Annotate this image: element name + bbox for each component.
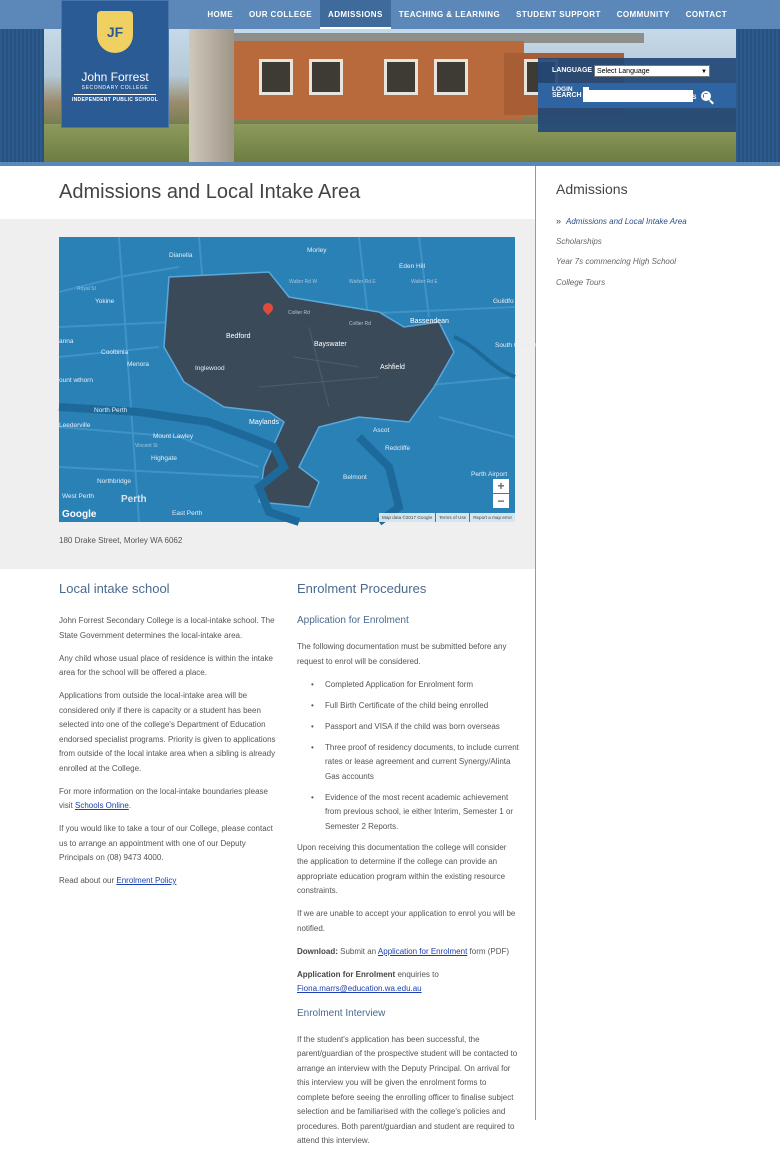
map-label: ount wthorn [59,377,93,384]
sidebar-title: Admissions [556,181,628,197]
map-label: Vincent St [135,443,158,449]
application-form-link[interactable]: Application for Enrolment [377,946,468,956]
quicklinks-button[interactable]: QUICKLINKS [656,86,710,104]
list-item: • Full Birth Certificate of the child being enrolled [311,699,519,714]
header-divider [0,162,780,166]
map-label: Redcliffe [385,445,411,452]
map-label: anna [59,338,74,345]
map-data-text: Map data ©2017 Google [379,513,435,522]
paragraph: If the student's application has been successful, the parent/guardian of the prospective student will be contacted to arrange an interview with the Deputy Principal. On arrival for this interview you will be given the enrolment forms to complete before seeing the enrolling officer to finalise subject selection and be familiarised with the college's policies and procedures. Both parent/guardian and student are required to attend this interview. [297,1034,518,1145]
paragraph: For more information on the local-intake boundaries please visit Schools Online. [59,786,269,810]
paragraph: Applications from outside the local-intake area will be considered only if there is capacity or a student has been selected into one of the college's Department of Education endorsed specialist programs. Priority is given to applications from outside of the local intake area when a sibling is already enrolled at the College. [59,691,276,773]
map-label: Ascot [373,427,390,434]
language-row [538,58,738,83]
paragraph: If you would like to take a tour of our College, please contact us to arrange an appointment with one of our Deputy Principals on (08) 9473 4000. [59,824,273,862]
college-address: 180 Drake Street, Morley WA 6062 [59,536,183,545]
map-label: East Perth [172,510,203,517]
map-label: Walter Rd E [411,279,438,285]
paragraph: John Forrest Secondary College is a local-intake school. The State Government determines the local-intake area. [59,616,275,640]
terms-link[interactable]: Terms of Use [436,513,469,522]
chevron-down-icon: ▼ [701,68,707,75]
sidebar-item-admissions[interactable]: » Admissions and Local Intake Area [556,216,687,226]
intake-map[interactable] [59,237,537,522]
nav-our-college[interactable]: OUR COLLEGE [248,10,313,19]
plus-icon [704,94,710,100]
map-label: Highgate [151,455,178,462]
map-label: Bayswater [314,341,347,348]
map-label: Walter Rd W [289,279,318,285]
nav-contact[interactable]: CONTACT [685,10,727,19]
list-item: • Three proof of residency documents, to include current rates or lease agreement and current Synergy/Alinta Gas accounts [311,741,519,785]
section-heading: Enrolment Procedures [297,581,427,596]
map-label: Bedford [226,333,251,340]
google-logo: Google [62,509,97,520]
paragraph: Read about our Enrolment Policy [59,876,177,885]
paragraph: Download: Submit an Application for Enrolment form (PDF) [297,946,510,956]
sidebar-item-tours[interactable]: College Tours [556,277,606,287]
list-item: • Evidence of the most recent academic achievement from previous school, ie either Interim, Semester 1 or Semester 2 Reports. [311,791,519,835]
language-label: LANGUAGE [552,67,593,74]
map-label: Mount Lawley [153,433,194,440]
map-label: South Guildfor [495,342,537,349]
chevron-right-icon: » [556,216,562,226]
subheading: Application for Enrolment [297,615,409,626]
map-label: Collier Rd [349,321,371,327]
map-label: Perth [121,494,147,505]
nav-admissions[interactable]: ADMISSIONS [320,0,391,29]
map-label: Maylands [249,419,279,426]
map-label: Eden Hill [399,263,426,270]
list-item: • Completed Application for Enrolment form [311,678,519,693]
map-label: Yokine [95,298,115,305]
enrolment-policy-link[interactable]: Enrolment Policy [116,876,177,885]
sidebar-item-scholarships[interactable]: Scholarships [556,236,602,246]
search-label: SEARCH [552,92,582,99]
logo-tagline: INDEPENDENT PUBLIC SCHOOL [71,97,159,103]
zoom-out-button[interactable]: − [493,494,509,508]
lock-icon [583,87,589,93]
map-label: Menora [127,361,150,368]
enrolment-procedures-section [297,580,519,1157]
zoom-in-button[interactable]: + [493,479,509,493]
college-logo[interactable] [61,0,169,128]
language-select[interactable]: Select Language ▼ [594,65,710,77]
document-list [311,678,519,835]
logo-subtitle: SECONDARY COLLEGE [81,85,149,91]
map-label: Dianella [169,252,193,259]
paragraph: The following documentation must be submitted before any request to enrol will be considered. [297,642,507,666]
page-title: Admissions and Local Intake Area [59,181,361,203]
map-label: Guildfo [493,298,514,305]
report-error-link[interactable]: Report a map error [470,513,515,522]
paragraph: Any child whose usual place of residence is within the intake area for the school will be offered a place. [59,653,273,677]
map-label: Coolbinia [101,349,129,356]
schools-online-link[interactable]: Schools Online [75,801,129,810]
section-heading: Local intake school [59,581,170,596]
main-menu [199,0,735,29]
map-label: Royal St [77,286,96,292]
list-item: • Passport and VISA if the child was born overseas [311,720,519,735]
nav-student-support[interactable]: STUDENT SUPPORT [516,10,601,19]
map-label: Bassendean [410,318,449,325]
nav-teaching-learning[interactable]: TEACHING & LEARNING [398,10,501,19]
map-label: North Perth [94,407,128,414]
map-label: Ashfield [380,364,405,371]
map-label: Northbridge [97,478,131,485]
sidebar-item-year7[interactable]: Year 7s commencing High School [556,257,677,266]
paragraph: If we are unable to accept your application to enrol you will be notified. [297,909,516,933]
map-label: Collier Rd [288,310,310,316]
map-label: Perth Airport [471,471,508,478]
sidebar-menu [556,214,687,296]
logo-name: John Forrest [81,70,149,84]
map-label: West Perth [62,493,95,500]
map-label: Leederville [59,422,91,429]
enquiry-email-link[interactable]: Fiona.marrs@education.wa.edu.au [297,984,422,993]
nav-home[interactable]: HOME [207,10,233,19]
crest-icon: JF [97,11,133,53]
local-intake-section [59,580,279,897]
paragraph: Upon receiving this documentation the college will consider the application to determine if the college can provide an appropriate education program within the existing resource constraints. [297,842,507,895]
subheading: Enrolment Interview [297,1007,386,1019]
map-attribution [378,513,515,522]
map-label: Morley [307,247,327,254]
column-divider [535,166,536,1120]
paragraph: Application for Enrolment enquiries to Fiona.marrs@education.wa.edu.au [297,969,439,993]
nav-community[interactable]: COMMUNITY [616,10,670,19]
map-label: Belmont [343,474,367,481]
map-label: Walter Rd E [349,279,376,285]
map-label: Inglewood [195,365,225,372]
